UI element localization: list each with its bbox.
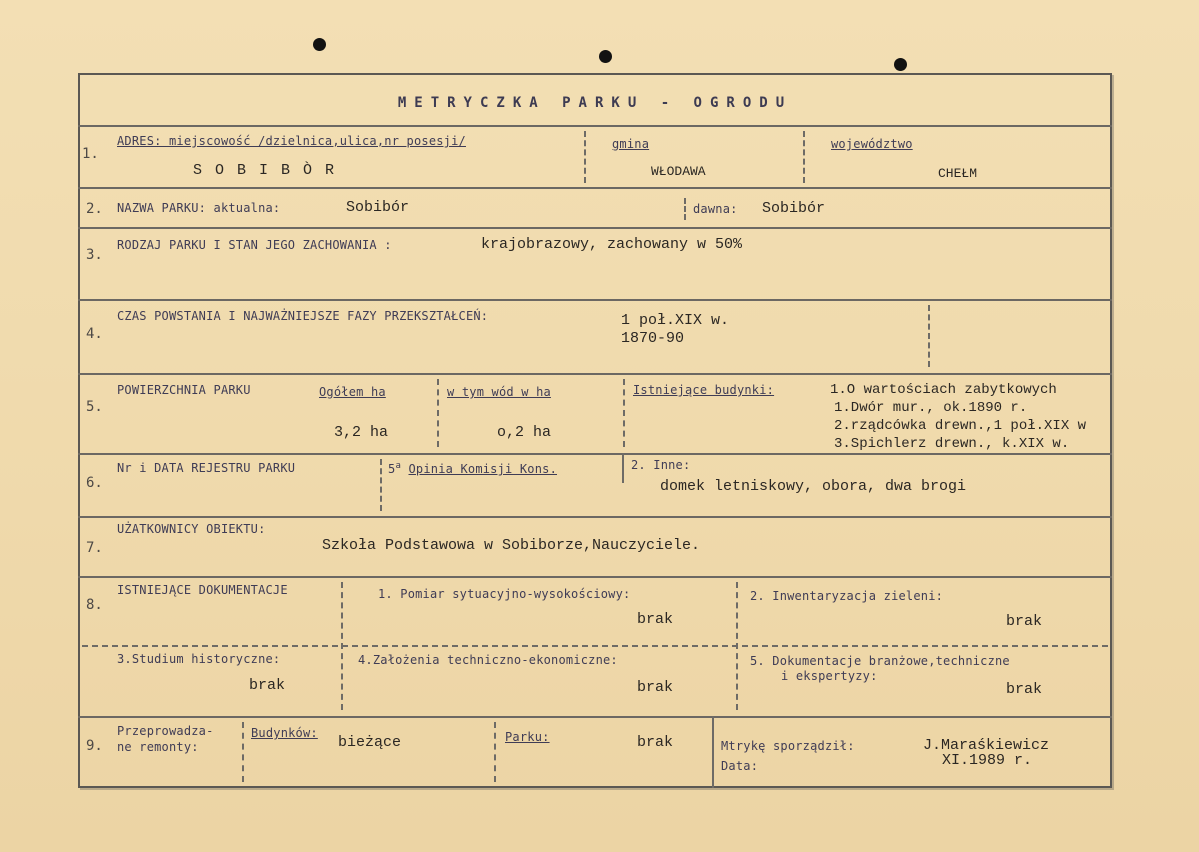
park-name-caption: NAZWA PARKU: aktualna: (117, 201, 281, 215)
users-caption: UŻATKOWNICY OBIEKTU: (117, 522, 266, 536)
doc-tech-value: brak (637, 679, 674, 696)
date-caption: Data: (721, 759, 759, 773)
opinion-text: Opinia Komisji Kons. (408, 462, 557, 476)
separator (584, 131, 586, 183)
doc-tech-caption: 4.Założenia techniczno-ekonomiczne: (358, 653, 618, 667)
renovations-caption-2: ne remonty: (117, 740, 199, 754)
history-caption: CZAS POWSTANIA I NAJWAŻNIEJSZE FAZY PRZEKSZTAŁCEŃ: (117, 309, 489, 323)
opinion-suffix: a (395, 461, 402, 471)
doc-greenery-value: brak (1006, 613, 1043, 630)
doc-survey-value: brak (637, 611, 674, 628)
row-number: 6. (86, 475, 103, 491)
park-name-former: Sobibór (762, 200, 826, 217)
documentation-caption: ISTNIEJĄCE DOKUMENTACJE (117, 583, 288, 597)
row-number: 3. (86, 247, 103, 263)
doc-history-caption: 3.Studium historyczne: (117, 652, 281, 666)
separator (242, 722, 244, 782)
park-name-current: Sobibór (346, 199, 410, 216)
separator (494, 722, 496, 782)
buildings-item: 1.Dwór mur., ok.1890 r. (834, 400, 1028, 416)
buildings-item: 3.Spichlerz drewn., k.XIX w. (834, 436, 1070, 452)
area-total-caption: Ogółem ha (319, 385, 386, 399)
address-caption: ADRES: miejscowość /dzielnica,ulica,nr posesji/ (117, 134, 466, 148)
row-number: 4. (86, 326, 103, 342)
area-water-value: o,2 ha (497, 424, 552, 441)
separator (684, 198, 686, 220)
opinion-caption (388, 461, 557, 476)
park-type-caption: RODZAJ PARKU I STAN JEGO ZACHOWANIA : (117, 238, 392, 252)
area-water-caption: w tym wód w ha (447, 385, 551, 399)
address-value: S O B I B Ò R (193, 162, 337, 179)
park-name-former-caption: dawna: (693, 202, 738, 216)
renovations-park-caption: Parku: (505, 730, 550, 744)
separator (803, 131, 805, 183)
other-caption: 2. Inne: (631, 458, 691, 472)
doc-branch-caption: 5. Dokumentacje branżowe,techniczne (750, 654, 1010, 668)
separator (437, 379, 439, 447)
row-number: 1. (82, 146, 99, 162)
park-type-value: krajobrazowy, zachowany w 50% (481, 236, 743, 253)
separator (928, 305, 930, 367)
renovations-buildings-caption: Budynków: (251, 726, 318, 740)
form-title: METRYCZKA PARKU - OGRODU (397, 95, 793, 111)
doc-greenery-caption: 2. Inwentaryzacja zieleni: (750, 589, 944, 603)
buildings-item: 2.rządcówka drewn.,1 poł.XIX w (834, 418, 1087, 434)
separator (623, 379, 625, 447)
buildings-item: 1.O wartościach zabytkowych (830, 382, 1057, 398)
row-number: 7. (86, 540, 103, 556)
punch-hole (894, 58, 907, 71)
doc-survey-caption: 1. Pomiar sytuacyjno-wysokościowy: (378, 587, 631, 601)
area-total-value: 3,2 ha (334, 424, 389, 441)
punch-hole (313, 38, 326, 51)
separator (380, 459, 382, 511)
renovations-park-value: brak (637, 734, 674, 751)
date-value: XI.1989 r. (942, 752, 1033, 769)
doc-branch-caption-2: i ekspertyzy: (781, 669, 878, 683)
doc-branch-value: brak (1006, 681, 1043, 698)
row-number: 8. (86, 597, 103, 613)
opinion-number: 5 (388, 462, 396, 476)
separator (622, 453, 624, 483)
author-caption: Mtrykę sporządził: (721, 739, 855, 753)
row-number: 5. (86, 399, 103, 415)
separator (712, 716, 714, 788)
renovations-buildings-value: bieżące (338, 734, 402, 751)
gmina-caption: gmina (612, 137, 650, 151)
row-number: 9. (86, 738, 103, 754)
buildings-caption: Istniejące budynki: (633, 383, 775, 397)
punch-hole (599, 50, 612, 63)
area-caption: POWIERZCHNIA PARKU (117, 383, 251, 397)
gmina-value: WŁODAWA (651, 164, 706, 179)
history-value-2: 1870-90 (621, 330, 685, 347)
users-value: Szkoła Podstawowa w Sobiborze,Nauczyciele. (322, 537, 701, 554)
register-caption: Nr i DATA REJESTRU PARKU (117, 461, 296, 475)
history-value-1: 1 poł.XIX w. (621, 312, 730, 329)
voivodeship-value: CHEŁM (938, 166, 978, 181)
voivodeship-caption: województwo (831, 137, 913, 151)
other-value: domek letniskowy, obora, dwa brogi (660, 478, 967, 495)
doc-history-value: brak (249, 677, 286, 694)
row-number: 2. (86, 201, 103, 217)
author-value: J.Maraśkiewicz (923, 737, 1050, 754)
separator (82, 645, 1108, 647)
renovations-caption: Przeprowadza- (117, 724, 214, 738)
